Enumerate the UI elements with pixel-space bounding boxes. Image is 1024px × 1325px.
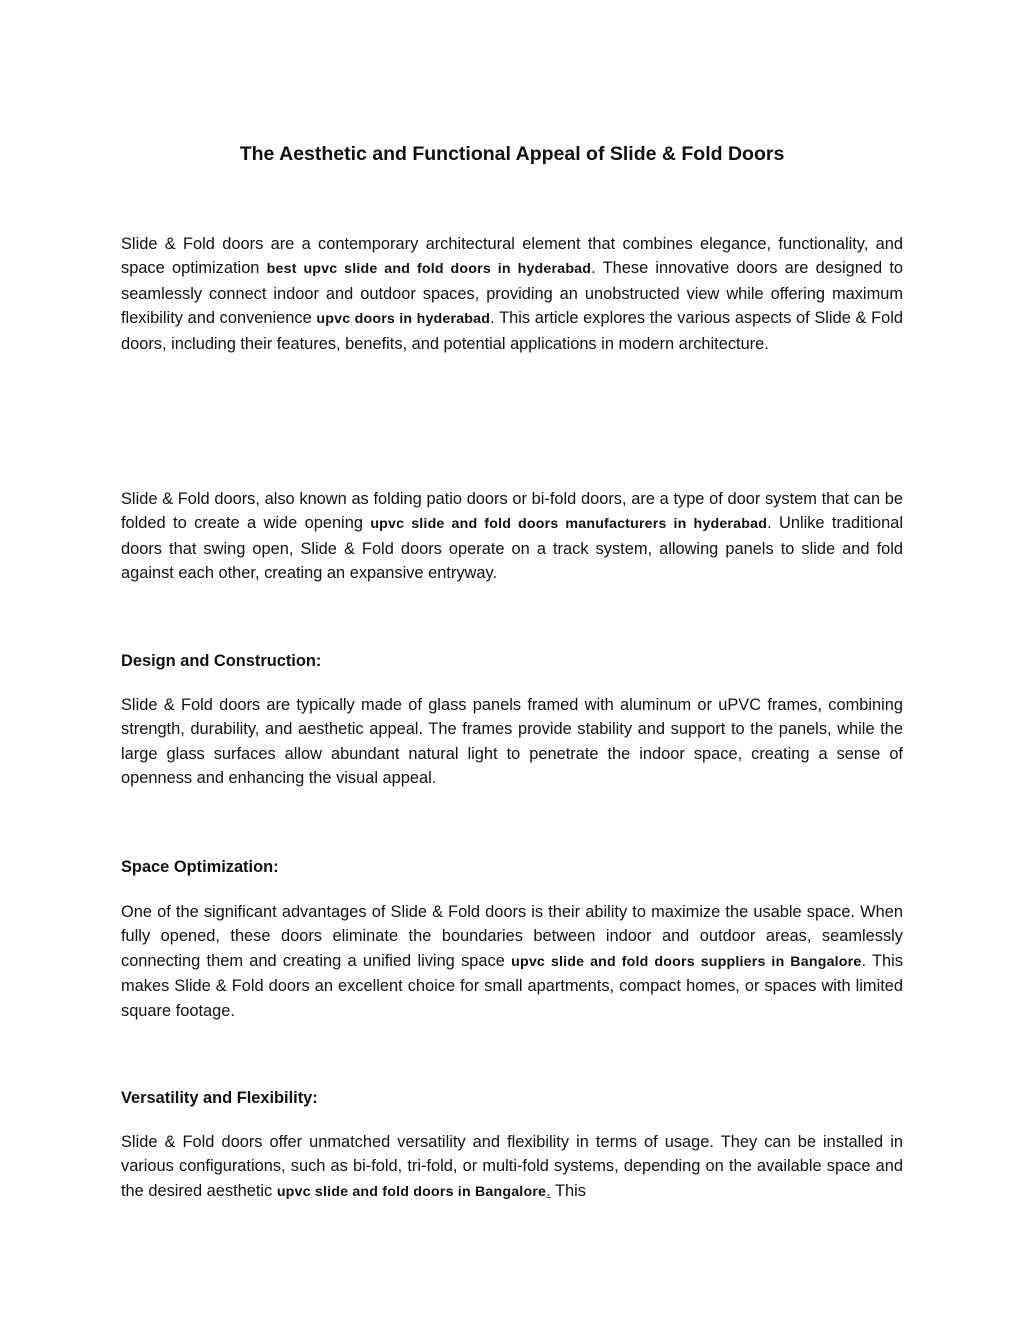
paragraph-text: Slide & Fold doors are a contemporary architectural element that combines elegance, functionality, and space optimization (121, 235, 903, 278)
versatility-paragraph (121, 1130, 903, 1204)
paragraph-text: Slide & Fold doors, also known as folding patio doors or bi-fold doors, are a type of door system that can be folded to create a wide opening (121, 490, 903, 533)
section-heading-design: Design and Construction: (121, 652, 322, 670)
paragraph-text: Slide & Fold doors offer unmatched versatility and flexibility in terms of usage. They can be installed in various configurations, such as bi-fold, tri-fold, or multi-fold systems, depending on the available space and the desired aesthetic (121, 1133, 903, 1200)
paragraph-text: . Unlike traditional doors that swing open, Slide & Fold doors operate on a track system, allowing panels to slide and fold against each other, creating an expansive entryway. (121, 514, 903, 583)
definition-paragraph (121, 487, 903, 586)
paragraph-text: One of the significant advantages of Slide & Fold doors is their ability to maximize the usable space. When fully opened, these doors eliminate the boundaries between indoor and outdoor areas, seamlessly connecting them and creating a unified living space (121, 903, 903, 970)
paragraph-text: This (550, 1181, 586, 1200)
keyword-phrase: upvc doors in hyderabad (316, 311, 491, 328)
paragraph-text: . This makes Slide & Fold doors an excellent choice for small apartments, compact homes, or spaces with limited square footage. (121, 951, 903, 1020)
keyword-phrase: upvc slide and fold doors manufacturers in hyderabad (370, 516, 768, 533)
paragraph-text: . This article explores the various aspects of Slide & Fold doors, including their features, benefits, and potential applications in modern architecture. (121, 309, 904, 353)
document-title: The Aesthetic and Functional Appeal of Slide & Fold Doors (239, 143, 785, 165)
section-heading-versatility: Versatility and Flexibility: (121, 1089, 318, 1107)
design-paragraph: Slide & Fold doors are typically made of glass panels framed with aluminum or uPVC frames, combining strength, durability, and aesthetic appeal. The frames provide stability and support to the panels, while the large glass surfaces allow abundant natural light to penetrate the indoor space, creating a sense of openness and enhancing the visual appeal. (121, 696, 903, 788)
section-heading-space: Space Optimization: (121, 858, 279, 876)
keyword-phrase: upvc slide and fold doors suppliers in Bangalore (511, 953, 862, 970)
hyperlink[interactable]: . (546, 1181, 551, 1200)
intro-paragraph (121, 232, 903, 356)
paragraph-text: . These innovative doors are designed to seamlessly connect indoor and outdoor spaces, providing an unobstructed view while offering maximum flexibility and convenience (121, 259, 904, 328)
keyword-phrase: upvc slide and fold doors in Bangalore (276, 1183, 547, 1200)
space-paragraph (121, 900, 903, 1023)
keyword-phrase: best upvc slide and fold doors in hyderabad (266, 261, 592, 278)
